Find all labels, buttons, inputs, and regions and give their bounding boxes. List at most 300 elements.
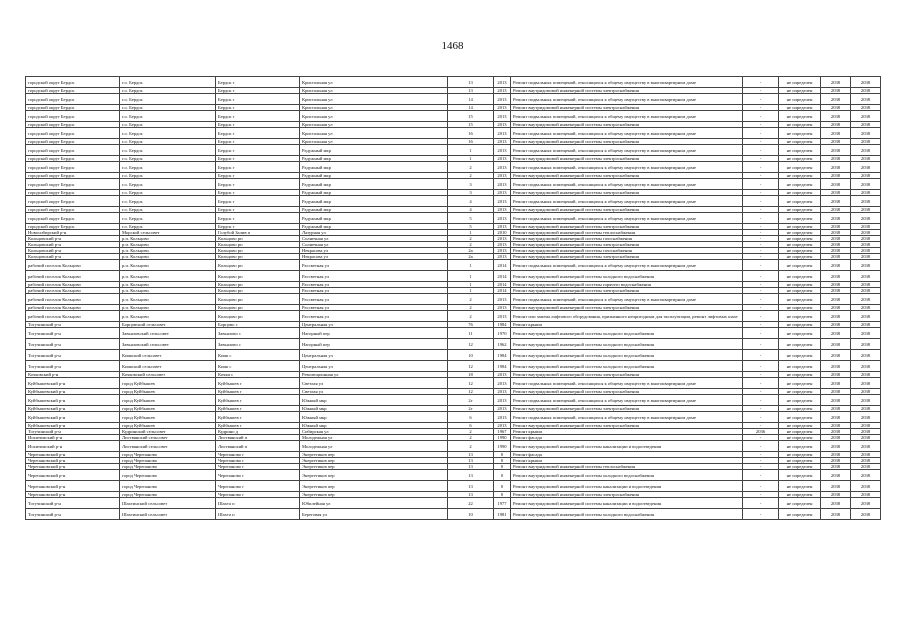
house-number-cell: 10 (448, 509, 494, 520)
street-cell: Радужный мкр (300, 162, 448, 173)
table-row (26, 271, 881, 282)
house-number-cell: 2 (448, 236, 494, 242)
house-number-cell: 3 (448, 179, 494, 190)
planned-year-cell: - (743, 145, 779, 156)
house-number-cell: 4 (448, 196, 494, 207)
cost-cell: не определен (779, 441, 821, 452)
locality-cell: Бердск г (216, 173, 300, 179)
settlement-cell: Завьяловский сельсовет (120, 328, 216, 339)
start-year-cell: 2038 (821, 213, 851, 224)
street-cell: Кристальная ул (300, 88, 448, 94)
settlement-cell: г.о. Бердск (120, 179, 216, 190)
start-year-cell: 2038 (821, 406, 851, 412)
municipal-district-cell: городской округ Бердск (26, 128, 120, 139)
locality-cell: Бердск г (216, 190, 300, 196)
build-year-cell: 2013 (494, 389, 511, 395)
build-year-cell: 2013 (494, 156, 511, 162)
locality-cell: Куйбышев г (216, 395, 300, 406)
municipal-district-cell: рабочий поселок Кольцово (26, 294, 120, 305)
street-cell: Сибирская ул (300, 429, 448, 435)
street-cell: Радужный мкр (300, 213, 448, 224)
planned-year-cell: - (743, 305, 779, 311)
table-row (26, 350, 881, 361)
settlement-cell: р.п. Кольцово (120, 260, 216, 271)
table-row (26, 294, 881, 305)
end-year-cell: 2038 (851, 441, 881, 452)
cost-cell: не определен (779, 389, 821, 395)
work-type-cell: Ремонт внутридомовой инженерной системы электроснабжения (511, 492, 743, 498)
work-type-cell: Ремонт внутридомовой инженерной системы электроснабжения (511, 207, 743, 213)
end-year-cell: 2038 (851, 498, 881, 509)
planned-year-cell: - (743, 207, 779, 213)
build-year-cell: 1984 (494, 350, 511, 361)
cost-cell: не определен (779, 207, 821, 213)
house-number-cell: 15 (448, 111, 494, 122)
house-number-cell: 12 (448, 389, 494, 395)
cost-cell: не определен (779, 94, 821, 105)
settlement-cell: р.п. Кольцово (120, 271, 216, 282)
build-year-cell: 2013 (494, 190, 511, 196)
municipal-district-cell: рабочий поселок Кольцово (26, 288, 120, 294)
cost-cell: не определен (779, 77, 821, 88)
house-number-cell: 4 (448, 207, 494, 213)
cost-cell: не определен (779, 230, 821, 236)
end-year-cell: 2038 (851, 236, 881, 242)
cost-cell: не определен (779, 322, 821, 328)
locality-cell: Кочки с (216, 372, 300, 378)
end-year-cell: 2038 (851, 429, 881, 435)
locality-cell: Бердск г (216, 179, 300, 190)
table-row (26, 328, 881, 339)
municipal-district-cell: Черепановский р-н (26, 492, 120, 498)
cost-cell: не определен (779, 464, 821, 470)
work-type-cell: Ремонт внутридомовой инженерной системы электроснабжения (511, 88, 743, 94)
start-year-cell: 2038 (821, 196, 851, 207)
cost-cell: не определен (779, 105, 821, 111)
build-year-cell: 1967 (494, 429, 511, 435)
cost-cell: не определен (779, 328, 821, 339)
end-year-cell: 2038 (851, 389, 881, 395)
house-number-cell: 12 (448, 378, 494, 389)
municipal-district-cell: Тогучинский р-н (26, 322, 120, 328)
planned-year-cell: - (743, 311, 779, 322)
work-type-cell: Ремонт внутридомовой инженерной системы электроснабжения (511, 224, 743, 230)
street-cell: Центральная ул (300, 322, 448, 328)
build-year-cell: 2013 (494, 372, 511, 378)
work-type-cell: Ремонт внутридомовой инженерной системы теплоснабжения (511, 464, 743, 470)
locality-cell: Черепаново г (216, 452, 300, 458)
street-cell: Центральная ул (300, 361, 448, 372)
locality-cell: Листвянский п (216, 441, 300, 452)
house-number-cell: 3 (448, 190, 494, 196)
municipal-district-cell: Черепановский р-н (26, 458, 120, 464)
house-number-cell: 2 (448, 305, 494, 311)
planned-year-cell: - (743, 213, 779, 224)
house-number-cell: 2 (448, 311, 494, 322)
table-row (26, 196, 881, 207)
settlement-cell: г.о. Бердск (120, 196, 216, 207)
planned-year-cell: - (743, 105, 779, 111)
street-cell: Радужный мкр (300, 173, 448, 179)
work-type-cell: Ремонт подвальных помещений, относящихся к общему имуществу в многоквартирном доме (511, 179, 743, 190)
settlement-cell: город Куйбышев (120, 389, 216, 395)
work-type-cell: Ремонт внутридомовой инженерной системы электроснабжения (511, 254, 743, 260)
work-type-cell: Ремонт подвальных помещений, относящихся к общему имуществу в многоквартирном доме (511, 294, 743, 305)
house-number-cell: 1 (448, 282, 494, 288)
table-row (26, 412, 881, 423)
build-year-cell: 1970 (494, 328, 511, 339)
locality-cell: Кольцово рп (216, 236, 300, 242)
street-cell: Лазурная ул (300, 230, 448, 236)
cost-cell: не определен (779, 236, 821, 242)
work-type-cell: Ремонт внутридомовой инженерной системы электроснабжения (511, 190, 743, 196)
end-year-cell: 2038 (851, 145, 881, 156)
work-type-cell: Ремонт внутридомовой инженерной системы холодного водоснабжения (511, 509, 743, 520)
street-cell: Береговая ул (300, 509, 448, 520)
street-cell: Кристальная ул (300, 105, 448, 111)
planned-year-cell: - (743, 254, 779, 260)
cost-cell: не определен (779, 378, 821, 389)
house-number-cell: 6 (448, 412, 494, 423)
end-year-cell: 2038 (851, 395, 881, 406)
work-type-cell: Ремонт внутридомовой инженерной системы электроснабжения (511, 242, 743, 248)
house-number-cell: 2 (448, 429, 494, 435)
start-year-cell: 2038 (821, 88, 851, 94)
cost-cell: не определен (779, 242, 821, 248)
street-cell: Молодежная ул (300, 435, 448, 441)
start-year-cell: 2038 (821, 328, 851, 339)
planned-year-cell: - (743, 196, 779, 207)
end-year-cell: 2038 (851, 458, 881, 464)
end-year-cell: 2038 (851, 230, 881, 236)
house-number-cell: 5 (448, 213, 494, 224)
municipal-district-cell: городской округ Бердск (26, 122, 120, 128)
build-year-cell: 1984 (494, 361, 511, 372)
start-year-cell: 2038 (821, 128, 851, 139)
house-number-cell: 2 (448, 294, 494, 305)
municipal-district-cell: городской округ Бердск (26, 156, 120, 162)
locality-cell: Черепаново г (216, 470, 300, 481)
street-cell: Рассветная ул (300, 305, 448, 311)
build-year-cell: 1962 (494, 339, 511, 350)
locality-cell: Бердск г (216, 213, 300, 224)
cost-cell: не определен (779, 282, 821, 288)
settlement-cell: город Куйбышев (120, 423, 216, 429)
cost-cell: не определен (779, 288, 821, 294)
end-year-cell: 2038 (851, 423, 881, 429)
municipal-district-cell: Тогучинский р-н (26, 498, 120, 509)
end-year-cell: 2038 (851, 372, 881, 378)
locality-cell: Киик с (216, 361, 300, 372)
cost-cell: не определен (779, 173, 821, 179)
locality-cell: Черепаново г (216, 458, 300, 464)
cost-cell: не определен (779, 311, 821, 322)
house-number-cell: 13 (448, 452, 494, 458)
settlement-cell: город Черепаново (120, 458, 216, 464)
build-year-cell: 0 (494, 452, 511, 458)
locality-cell: Бердск г (216, 88, 300, 94)
build-year-cell: 2013 (494, 305, 511, 311)
settlement-cell: Кочковский сельсовет (120, 372, 216, 378)
house-number-cell: 12 (448, 339, 494, 350)
house-number-cell: 12 (448, 361, 494, 372)
start-year-cell: 2038 (821, 271, 851, 282)
municipal-district-cell: городской округ Бердск (26, 88, 120, 94)
settlement-cell: город Куйбышев (120, 378, 216, 389)
settlement-cell: город Куйбышев (120, 406, 216, 412)
start-year-cell: 2038 (821, 498, 851, 509)
locality-cell: Черепаново г (216, 492, 300, 498)
locality-cell: Куйбышев г (216, 389, 300, 395)
street-cell: Кристальная ул (300, 111, 448, 122)
build-year-cell: 2013 (494, 412, 511, 423)
planned-year-cell: - (743, 470, 779, 481)
municipal-district-cell: Тогучинский р-н (26, 350, 120, 361)
table-row (26, 111, 881, 122)
cost-cell: не определен (779, 196, 821, 207)
build-year-cell: 2013 (494, 77, 511, 88)
street-cell: Светлая ул (300, 389, 448, 395)
cost-cell: не определен (779, 452, 821, 458)
settlement-cell: г.о. Бердск (120, 88, 216, 94)
work-type-cell: Ремонт или замена лифтового оборудования, признанного непригодным для эксплуатации, ремонт лифтовых шахт (511, 311, 743, 322)
end-year-cell: 2038 (851, 248, 881, 254)
build-year-cell: 2013 (494, 173, 511, 179)
house-number-cell: 2 (448, 242, 494, 248)
municipal-district-cell: рабочий поселок Кольцово (26, 305, 120, 311)
locality-cell: Кольцово рп (216, 288, 300, 294)
street-cell: Молодежная ул (300, 441, 448, 452)
end-year-cell: 2038 (851, 271, 881, 282)
end-year-cell: 2038 (851, 452, 881, 458)
build-year-cell: 0 (494, 481, 511, 492)
start-year-cell: 2038 (821, 395, 851, 406)
page-number: 1468 (441, 40, 464, 52)
house-number-cell: 5 (448, 224, 494, 230)
table-row (26, 145, 881, 156)
house-number-cell: 13 (448, 470, 494, 481)
start-year-cell: 2038 (821, 190, 851, 196)
start-year-cell: 2038 (821, 248, 851, 254)
planned-year-cell: - (743, 509, 779, 520)
locality-cell: Кольцово рп (216, 311, 300, 322)
cost-cell: не определен (779, 156, 821, 162)
work-type-cell: Ремонт внутридомовой инженерной системы канализации и водоотведения (511, 441, 743, 452)
planned-year-cell: - (743, 458, 779, 464)
end-year-cell: 2038 (851, 322, 881, 328)
cost-cell: не определен (779, 361, 821, 372)
street-cell: Солнечная ул (300, 242, 448, 248)
work-type-cell: Ремонт внутридомовой инженерной системы электроснабжения (511, 372, 743, 378)
end-year-cell: 2038 (851, 361, 881, 372)
build-year-cell: 2013 (494, 196, 511, 207)
work-type-cell: Ремонт внутридомовой инженерной системы холодного водоснабжения (511, 339, 743, 350)
municipal-district-cell: городской округ Бердск (26, 179, 120, 190)
settlement-cell: р.п. Кольцово (120, 242, 216, 248)
planned-year-cell: - (743, 372, 779, 378)
table-row (26, 395, 881, 406)
street-cell: Радужный мкр (300, 196, 448, 207)
settlement-cell: г.о. Бердск (120, 77, 216, 88)
start-year-cell: 2038 (821, 311, 851, 322)
house-number-cell: 1 (448, 230, 494, 236)
planned-year-cell: - (743, 435, 779, 441)
street-cell: Рассветная ул (300, 311, 448, 322)
planned-year-cell: - (743, 288, 779, 294)
planned-year-cell: - (743, 350, 779, 361)
start-year-cell: 2038 (821, 254, 851, 260)
house-number-cell: 13 (448, 464, 494, 470)
table-row (26, 179, 881, 190)
cost-cell: не определен (779, 139, 821, 145)
end-year-cell: 2038 (851, 339, 881, 350)
planned-year-cell: - (743, 481, 779, 492)
start-year-cell: 2038 (821, 464, 851, 470)
build-year-cell: 2014 (494, 271, 511, 282)
work-type-cell: Ремонт подвальных помещений, относящихся к общему имуществу в многоквартирном доме (511, 111, 743, 122)
planned-year-cell: - (743, 242, 779, 248)
settlement-cell: г.о. Бердск (120, 190, 216, 196)
end-year-cell: 2038 (851, 350, 881, 361)
cost-cell: не определен (779, 412, 821, 423)
house-number-cell: 2 (448, 162, 494, 173)
table-row (26, 213, 881, 224)
settlement-cell: г.о. Бердск (120, 111, 216, 122)
build-year-cell: 2013 (494, 122, 511, 128)
settlement-cell: г.о. Бердск (120, 94, 216, 105)
municipal-district-cell: рабочий поселок Кольцово (26, 311, 120, 322)
settlement-cell: г.о. Бердск (120, 122, 216, 128)
municipal-district-cell: городской округ Бердск (26, 145, 120, 156)
house-number-cell: 1 (448, 271, 494, 282)
work-type-cell: Ремонт внутридомовой инженерной системы газоснабжения (511, 236, 743, 242)
street-cell: Энергетиков пер (300, 481, 448, 492)
table-row (26, 260, 881, 271)
street-cell: Кристальная ул (300, 94, 448, 105)
planned-year-cell: - (743, 322, 779, 328)
start-year-cell: 2038 (821, 361, 851, 372)
build-year-cell: 2013 (494, 139, 511, 145)
build-year-cell: 2013 (494, 111, 511, 122)
build-year-cell: 2013 (494, 105, 511, 111)
cost-cell: не определен (779, 260, 821, 271)
cost-cell: не определен (779, 470, 821, 481)
planned-year-cell: - (743, 230, 779, 236)
work-type-cell: Ремонт внутридомовой инженерной системы электроснабжения (511, 406, 743, 412)
house-number-cell: 13 (448, 458, 494, 464)
planned-year-cell: - (743, 452, 779, 458)
work-type-cell: Ремонт внутридомовой инженерной системы электроснабжения (511, 139, 743, 145)
start-year-cell: 2038 (821, 260, 851, 271)
build-year-cell: 1981 (494, 509, 511, 520)
work-type-cell: Ремонт внутридомовой инженерной системы холодного водоснабжения (511, 271, 743, 282)
locality-cell: Кольцово рп (216, 242, 300, 248)
planned-year-cell: - (743, 77, 779, 88)
cost-cell: не определен (779, 350, 821, 361)
settlement-cell: г.о. Бердск (120, 145, 216, 156)
start-year-cell: 2038 (821, 207, 851, 213)
start-year-cell: 2038 (821, 378, 851, 389)
locality-cell: Шахта п (216, 509, 300, 520)
start-year-cell: 2038 (821, 94, 851, 105)
house-number-cell: 14 (448, 94, 494, 105)
municipal-district-cell: Куйбышевский р-н (26, 406, 120, 412)
settlement-cell: Шахтинский сельсовет (120, 498, 216, 509)
locality-cell: Куйбышев г (216, 378, 300, 389)
end-year-cell: 2038 (851, 122, 881, 128)
table-row (26, 509, 881, 520)
start-year-cell: 2038 (821, 156, 851, 162)
work-type-cell: Ремонт внутридомовой инженерной системы электроснабжения (511, 122, 743, 128)
work-type-cell: Ремонт крыши (511, 429, 743, 435)
start-year-cell: 2038 (821, 423, 851, 429)
start-year-cell: 2038 (821, 242, 851, 248)
house-number-cell: 13 (448, 481, 494, 492)
street-cell: Солнечная ул (300, 236, 448, 242)
start-year-cell: 2038 (821, 322, 851, 328)
end-year-cell: 2038 (851, 190, 881, 196)
street-cell: Светлая ул (300, 378, 448, 389)
house-number-cell: 2а (448, 248, 494, 254)
end-year-cell: 2038 (851, 139, 881, 145)
house-number-cell: 10 (448, 350, 494, 361)
start-year-cell: 2038 (821, 236, 851, 242)
end-year-cell: 2038 (851, 328, 881, 339)
start-year-cell: 2038 (821, 139, 851, 145)
locality-cell: Куйбышев г (216, 423, 300, 429)
planned-year-cell: - (743, 248, 779, 254)
table-row (26, 498, 881, 509)
planned-year-cell: - (743, 128, 779, 139)
build-year-cell: 2013 (494, 311, 511, 322)
municipal-district-cell: городской округ Бердск (26, 111, 120, 122)
work-type-cell: Ремонт внутридомовой инженерной системы холодного водоснабжения (511, 361, 743, 372)
work-type-cell: Ремонт фасада (511, 435, 743, 441)
settlement-cell: г.о. Бердск (120, 224, 216, 230)
street-cell: Энергетиков пер (300, 470, 448, 481)
end-year-cell: 2038 (851, 254, 881, 260)
cost-cell: не определен (779, 481, 821, 492)
municipal-district-cell: городской округ Бердск (26, 213, 120, 224)
settlement-cell: р.п. Кольцово (120, 305, 216, 311)
work-type-cell: Ремонт фасада (511, 452, 743, 458)
cost-cell: не определен (779, 492, 821, 498)
build-year-cell: 2013 (494, 179, 511, 190)
locality-cell: Борцово с (216, 322, 300, 328)
street-cell: Центральная ул (300, 350, 448, 361)
end-year-cell: 2038 (851, 173, 881, 179)
settlement-cell: Листвянский сельсовет (120, 435, 216, 441)
build-year-cell: 2013 (494, 88, 511, 94)
end-year-cell: 2038 (851, 406, 881, 412)
settlement-cell: г.о. Бердск (120, 162, 216, 173)
table-row (26, 77, 881, 88)
municipal-district-cell: городской округ Бердск (26, 77, 120, 88)
build-year-cell: 2013 (494, 128, 511, 139)
end-year-cell: 2038 (851, 162, 881, 173)
cost-cell: не определен (779, 162, 821, 173)
build-year-cell: 1990 (494, 435, 511, 441)
work-type-cell: Ремонт крыши (511, 458, 743, 464)
street-cell: Радужный мкр (300, 224, 448, 230)
municipal-district-cell: городской округ Бердск (26, 139, 120, 145)
locality-cell: Куйбышев г (216, 406, 300, 412)
cost-cell: не определен (779, 509, 821, 520)
end-year-cell: 2038 (851, 179, 881, 190)
planned-year-cell: - (743, 260, 779, 271)
work-type-cell: Ремонт подвальных помещений, относящихся к общему имуществу в многоквартирном доме (511, 196, 743, 207)
street-cell: Рассветная ул (300, 288, 448, 294)
